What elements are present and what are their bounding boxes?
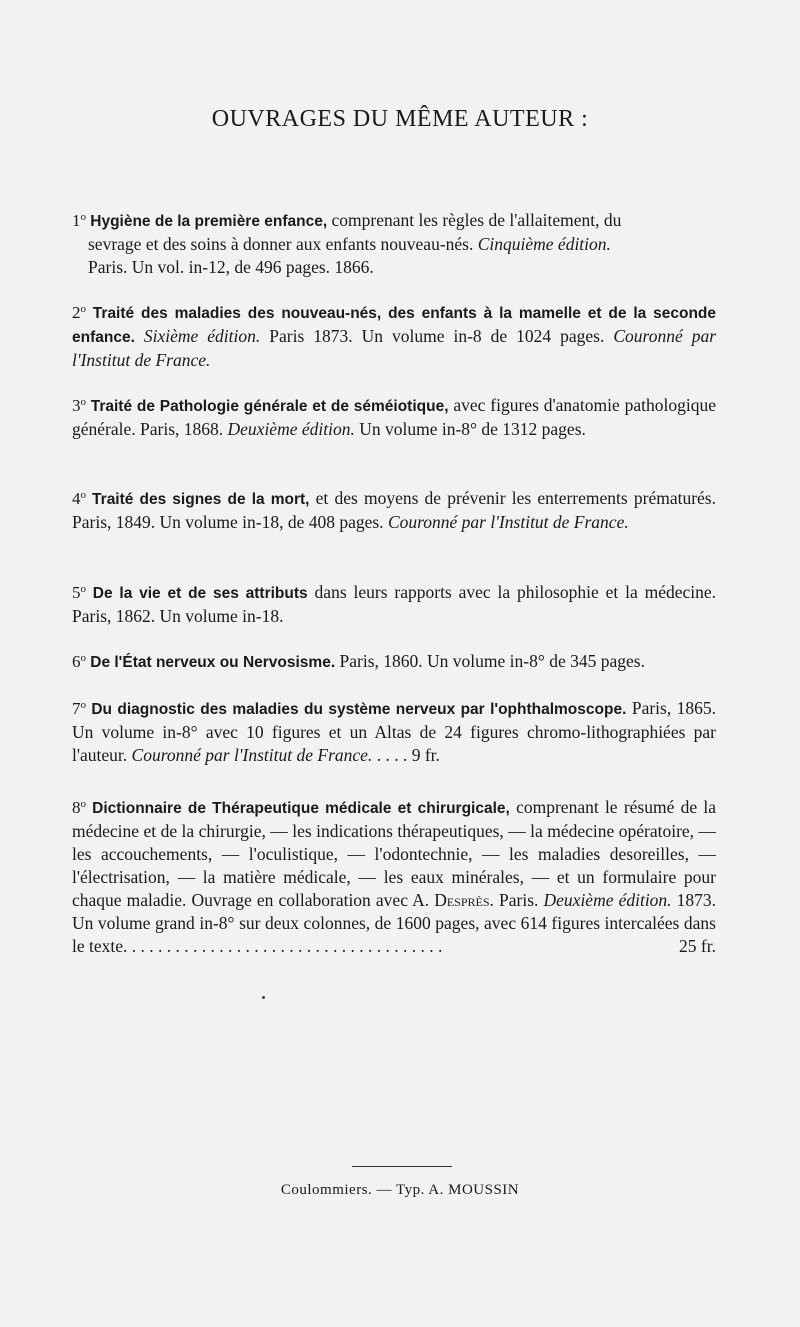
entry-award: Couronné par l'Institut de France.	[72, 326, 717, 370]
page-title: OUVRAGES DU MÊME AUTEUR :	[211, 106, 589, 132]
entry-title: Traité des maladies des nouveau-nés, des enfants à la mamelle et de la seconde enfance.	[72, 305, 716, 346]
entry-title: De la vie et de ses attributs	[92, 585, 308, 602]
entry-text: 1873. Un volume grand in-8° sur deux colonnes, de 1600 pages, avec 614 figures intercalées dans le texte. . . . . . . . . . . . . . . . . . . . . . . . . . . . . . . . . . . . .	[72, 890, 717, 956]
entry-text: dans leurs rapports avec la philosophie et la médecine. Paris, 1862. Un volume in-18.	[72, 582, 717, 626]
entry-title: Dictionnaire de Thérapeutique médicale et chirurgicale,	[92, 800, 510, 817]
entry-title: Hygiène de la première enfance,	[90, 213, 328, 230]
footer-rule	[352, 1166, 452, 1167]
entry-8	[72, 793, 716, 958]
entry-title: Traité de Pathologie générale et de séméiotique,	[90, 398, 449, 415]
entry-title: De l'État nerveux ou Nervosisme.	[90, 654, 336, 671]
entry-text: et des moyens de prévenir les enterrements prématurés. Paris, 1849. Un volume in-18, de 408 pages.	[72, 488, 716, 532]
printer-imprint: Coulommiers. — Typ. A. MOUSSIN	[280, 1182, 520, 1198]
entry-2	[72, 298, 716, 372]
entry-edition: Cinquième édition.	[477, 234, 611, 254]
entry-title: Du diagnostic des maladies du système nerveux par l'ophthalmoscope.	[91, 701, 627, 718]
entry-text: . Paris.	[489, 890, 539, 910]
entry-number: 6$^o$	[72, 652, 86, 671]
entry-text: comprenant le résumé de la médecine et de la chirurgie, — les indications thérapeutiques, — la médecine opératoire, — les accouchements, — l'oculistique, — l'odontechnie, — les maladies desoreilles, — l'électrisation, — la matière médicale, — les eaux minérales, — et un formulaire pour chaque maladie. Ouvrage en collaboration avec A.	[72, 797, 717, 910]
entry-text: avec figures d'anatomie pathologique générale. Paris, 1868.	[72, 395, 717, 439]
entry-price: . . . . 9 fr.	[376, 745, 440, 765]
entry-award: Couronné par l'Institut de France.	[387, 512, 629, 532]
entry-text: sevrage et des soins à donner aux enfants nouveau-nés.	[88, 234, 474, 254]
entry-3	[72, 391, 716, 441]
entry-4	[72, 484, 716, 534]
entry-text: comprenant les règles de l'allaitement, du	[327, 210, 622, 230]
entry-edition: Sixième édition.	[143, 326, 261, 346]
entry-5	[72, 578, 716, 628]
entry-edition: Deuxième édition.	[543, 890, 672, 910]
entry-number: 3$^o$	[72, 396, 86, 415]
entry-number: 2$^o$	[72, 303, 86, 322]
entry-7	[72, 694, 716, 767]
entry-number: 7$^o$	[72, 699, 86, 718]
entry-1	[72, 206, 716, 279]
entry-6	[72, 647, 716, 674]
entry-number: 4$^o$	[72, 489, 86, 508]
entry-text: Paris, 1860. Un volume in-8° de 345 pages.	[339, 651, 645, 671]
entry-edition: Deuxième édition.	[227, 419, 355, 439]
entry-number: 5$^o$	[72, 583, 86, 602]
entry-text: Paris. Un vol. in-12, de 496 pages. 1866.	[88, 257, 374, 277]
entry-text: Paris, 1865. Un volume in-8° avec 10 figures et un Altas de 24 figures chromo-lithographiées par l'auteur.	[72, 698, 717, 765]
ink-speck	[262, 996, 265, 999]
entry-text: Un volume in-8° de 1312 pages.	[359, 419, 586, 439]
entry-text: Paris 1873. Un volume in-8 de 1024 pages.	[269, 326, 605, 346]
entry-price: 25 fr.	[679, 936, 716, 956]
entry-award: Couronné par l'Institut de France.	[131, 745, 373, 765]
entry-number: 1$^o$	[72, 211, 86, 230]
entry-title: Traité des signes de la mort,	[92, 491, 310, 508]
entry-number: 8$^o$	[72, 798, 86, 817]
coauthor-name: Desprès	[434, 890, 490, 910]
